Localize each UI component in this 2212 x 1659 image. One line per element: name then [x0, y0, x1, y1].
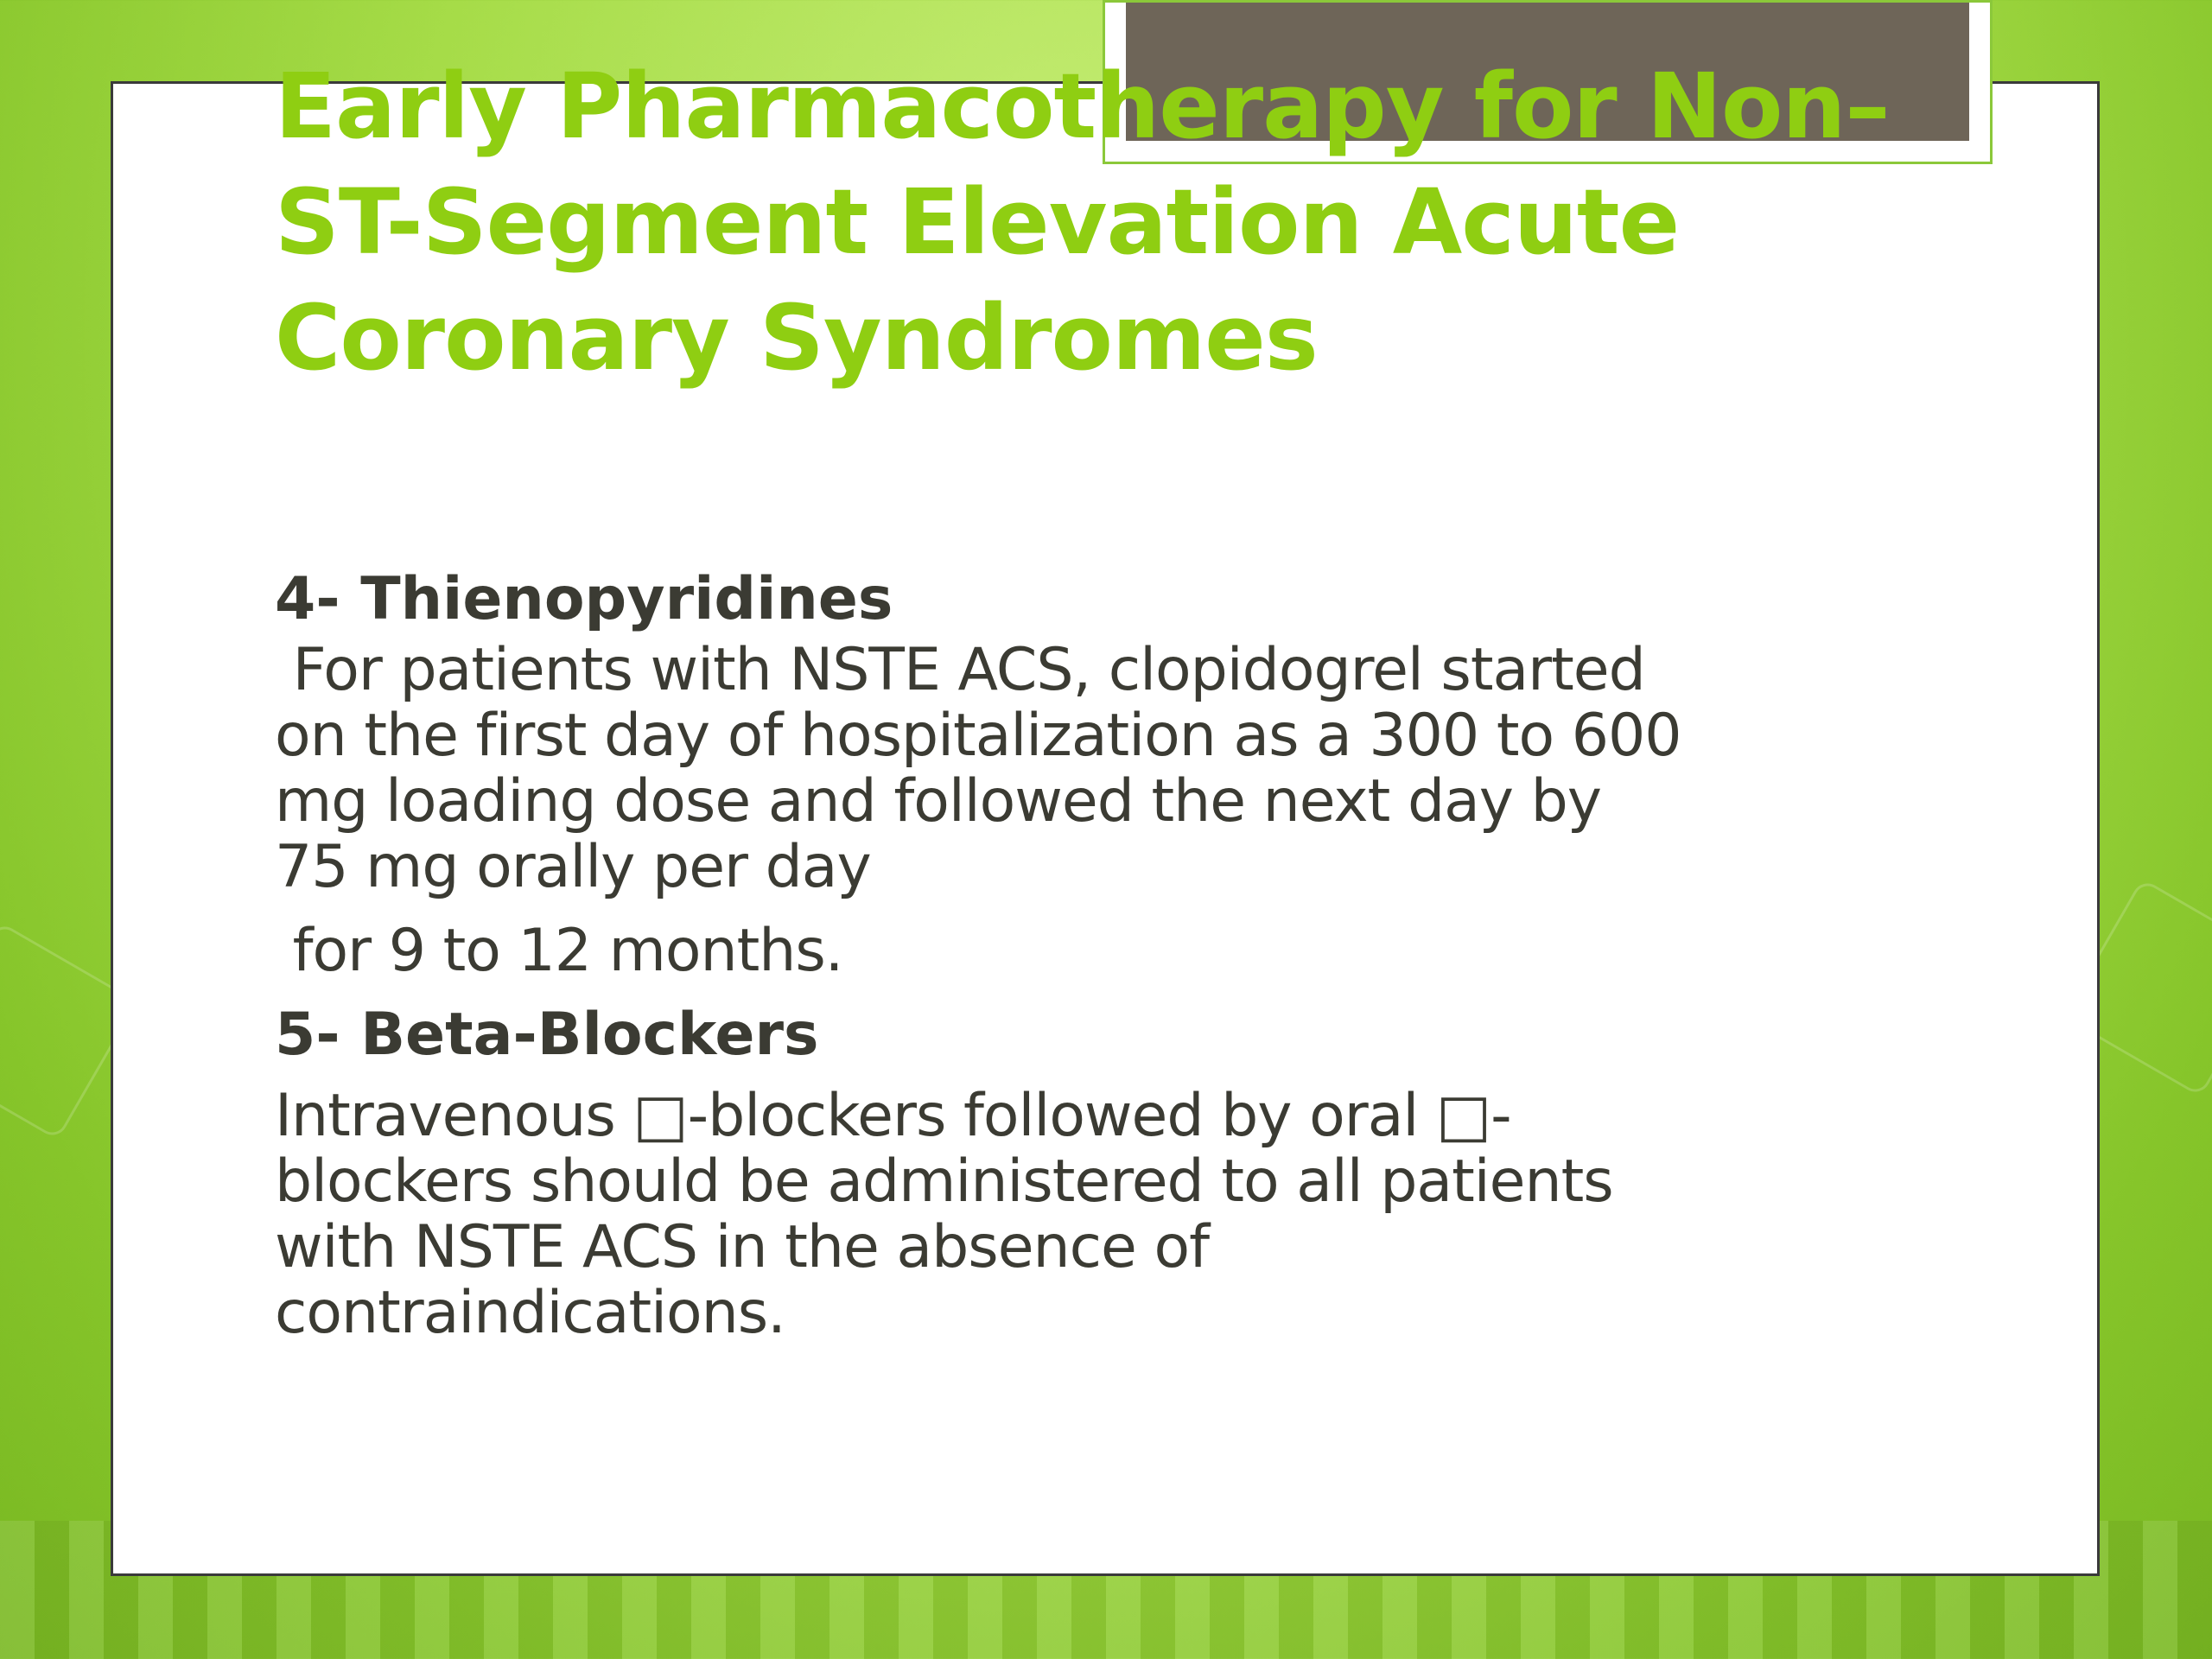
body-line: For patients with NSTE ACS, clopidogrel started [275, 636, 1645, 704]
section-heading-thienopyridines: 4- Thienopyridines [275, 565, 893, 633]
slide-title-line: Early Pharmacotherapy for Non– [275, 54, 1890, 159]
slide-title-line: Coronary Syndromes [275, 285, 1318, 391]
body-line: mg loading dose and followed the next day by [275, 767, 1602, 836]
section-heading-beta-blockers: 5- Beta-Blockers [275, 1001, 819, 1069]
slide-title-line: ST-Segment Elevation Acute [275, 169, 1680, 275]
slide-body [275, 562, 1899, 1346]
body-line: with NSTE ACS in the absence of [275, 1213, 1210, 1281]
section-text-beta-blockers [275, 1084, 1899, 1346]
body-line-duration: for 9 to 12 months. [275, 917, 843, 985]
body-line: contraindications. [275, 1279, 785, 1347]
slide-title [275, 48, 1916, 396]
section-text-thienopyridines [275, 638, 1899, 900]
body-line: blockers should be administered to all patients [275, 1147, 1613, 1216]
body-line: Intravenous □-blockers followed by oral □- [275, 1082, 1511, 1150]
body-line: 75 mg orally per day [275, 833, 871, 901]
body-line: on the first day of hospitalization as a 300 to 600 [275, 702, 1681, 770]
